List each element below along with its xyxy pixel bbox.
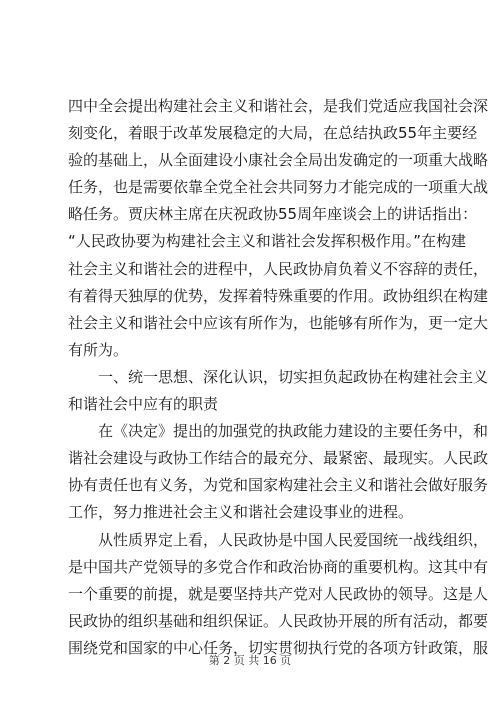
- text-line: 四中全会提出构建社会主义和谐社会，是我们党适应我国社会深: [68, 97, 489, 115]
- text-line: 一个重要的前提，就是要坚持共产党对人民政协的领导。这是人: [68, 584, 489, 603]
- text-line: 任务，也是需要依靠全党全社会共同努力才能完成的一项重大战: [68, 178, 489, 197]
- text-line: 社会主义和谐社会的进程中，人民政协肩负着义不容辞的责任，: [68, 259, 489, 278]
- text-line: “人民政协要为构建社会主义和谐社会发挥积极作用。”在构建: [68, 232, 467, 251]
- text-line: 刻变化，着眼于改革发展稳定的大局，在总结执政55年主要经: [68, 124, 478, 143]
- text-line: 在《决定》提出的加强党的执政能力建设的主要任务中，和: [98, 422, 489, 441]
- text-line: 社会主义和谐社会中应该有所作为，也能够有所作为，更一定大: [68, 313, 489, 332]
- text-line: 和谐社会中应有的职责: [68, 395, 219, 414]
- text-line: 是中国共产党领导的多党合作和政治协商的重要机构。这其中有: [68, 557, 489, 576]
- body-text: [68, 93, 489, 662]
- text-line: 协有责任也有义务，为党和国家构建社会主义和谐社会做好服务: [68, 476, 489, 495]
- text-line: 有所为。: [68, 340, 129, 359]
- text-line: 围绕党和国家的中心任务，切实贯彻执行党的各项方针政策，服: [68, 638, 489, 657]
- page-footer: 第 2 页 共 16 页: [208, 654, 292, 667]
- text-line: 验的基础上，从全面建设小康社会全局出发确定的一项重大战略: [68, 151, 489, 170]
- text-line: 从性质界定上看，人民政协是中国人民爱国统一战线组织，: [98, 530, 489, 549]
- text-line: 民政协的组织基础和组织保证。人民政协开展的所有活动，都要: [68, 611, 489, 630]
- text-line: 略任务。贾庆林主席在庆祝政协55周年座谈会上的讲话指出：: [68, 205, 478, 224]
- text-line: 工作，努力推进社会主义和谐社会建设事业的进程。: [68, 503, 414, 522]
- text-line: 一、统一思想、深化认识，切实担负起政协在构建社会主义: [98, 367, 489, 386]
- text-line: 谐社会建设与政协工作结合的最充分、最紧密、最现实。人民政: [68, 449, 489, 468]
- text-line: 有着得天独厚的优势，发挥着特殊重要的作用。政协组织在构建: [68, 286, 489, 305]
